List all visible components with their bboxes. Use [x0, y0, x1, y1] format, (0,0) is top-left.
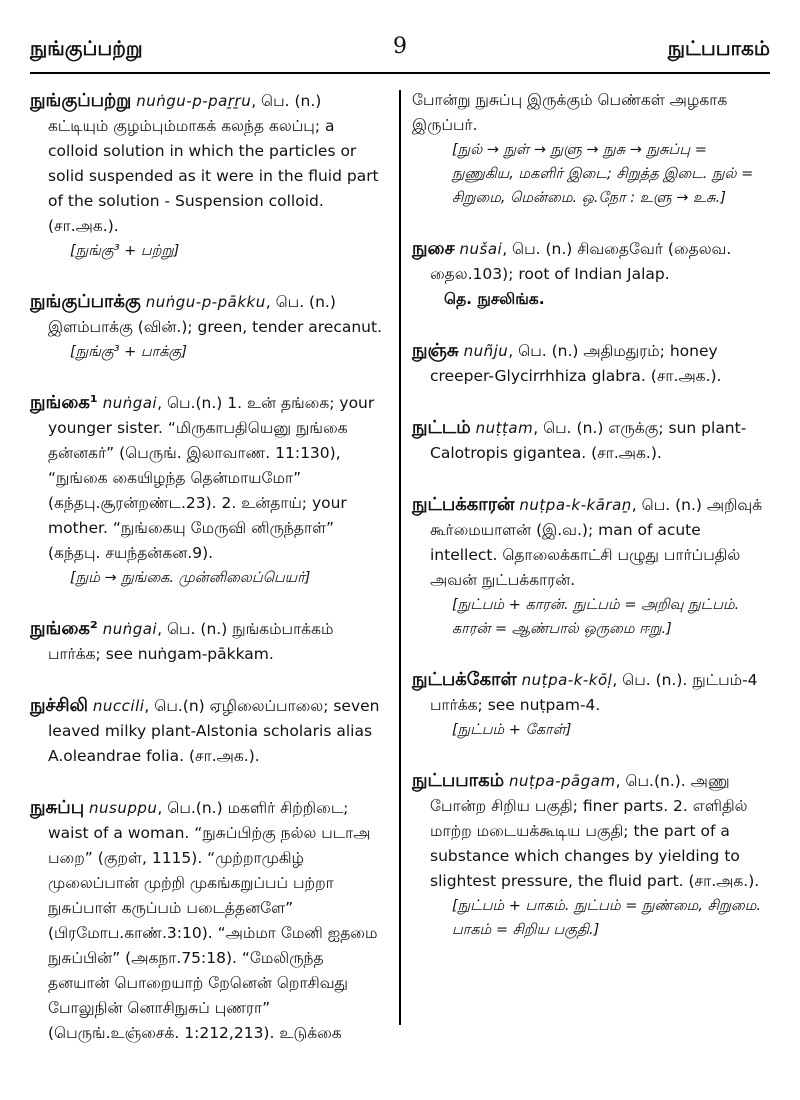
entry-definition: [412, 236, 768, 287]
transliteration: nuṭpa-k-kāraṉ: [519, 496, 632, 514]
dictionary-entry: [30, 88, 386, 263]
transliteration: nuccili: [92, 697, 145, 715]
dictionary-entry: [412, 338, 768, 389]
dictionary-entry: [412, 236, 768, 312]
etymology: [நுட்பம் + கோள்]: [452, 722, 572, 738]
definition-text: , பெ.(n.) 1. உன் தங்கை; your younger sister. “மிருகாபதியெனு நுங்கை தன்னகர்” (பெருங். இலாவாண. 11:130), “நுங்கை கையிழந்த தென்மாயமோ” (கந்தபு.சூரன்றண்ட.23). 2. உன்தாய்; your mother. “நுங்கையு மேருவி னிருந்தாள்” (கந்தபு. சயந்தன்கன.9).: [48, 394, 375, 562]
headword: நுஞ்சு: [412, 340, 459, 361]
dictionary-entry: [412, 768, 768, 942]
entry-definition: [30, 693, 386, 769]
headword: நுங்குப்பற்று: [30, 90, 132, 111]
entry-definition: [412, 415, 768, 466]
page-number: 9: [393, 34, 407, 59]
header-rule: [30, 72, 770, 74]
right-column: [412, 88, 768, 968]
etymology: [நுங்கு³ + பாக்கு]: [70, 344, 187, 360]
definition-text: , பெ. (n.) நுங்கம்பாக்கம் பார்க்க; see nuṅgam-pākkam.: [48, 620, 334, 663]
headword: நுட்பபாகம்: [412, 770, 505, 791]
transliteration: nuṅgai: [102, 394, 158, 412]
transliteration: nuñju: [463, 342, 509, 360]
definition-text: , பெ. (n.) அதிமதுரம்; honey creeper-Glycirrhhiza glabra. (சா.அக.).: [430, 342, 722, 385]
entry-definition: [412, 338, 768, 389]
entry-continuation: போன்று நுசுப்பு இருக்கும் பெண்கள் அழகாக இருப்பர்.: [412, 91, 728, 134]
transliteration: nusuppu: [89, 799, 158, 817]
definition-text: , பெ. (n.) அறிவுக் கூர்மையாளன் (இ.வ.); man of acute intellect. தொலைக்காட்சி பழுது பார்ப்பதில் அவன் நுட்பக்காரன்.: [430, 496, 763, 589]
transliteration: nuṭpa-k-kōḷ: [521, 671, 613, 689]
definition-text: , பெ. (n.). நுட்பம்-4 பார்க்க; see nuṭpam-4.: [430, 671, 758, 714]
dictionary-entry: [412, 667, 768, 742]
definition-text: , பெ. (n.) கட்டியும் குழம்பும்மாகக் கலந்த கலப்பு; a colloid solution in which the particles or solid suspended as it were in the fluid part of the solution - Suspension colloid. (சா.அக.).: [48, 92, 379, 235]
left-column: [30, 88, 386, 1072]
etymology: [நும் → நுங்கை. முன்னிலைப்பெயர்]: [70, 570, 311, 586]
dictionary-entry: [30, 795, 386, 1046]
page-header: [30, 36, 770, 70]
entry-definition: [412, 667, 768, 718]
entry-definition: [30, 616, 386, 667]
dictionary-entry: [30, 616, 386, 667]
dictionary-entry: [412, 415, 768, 466]
headword: நுட்பக்காரன்: [412, 494, 515, 515]
etymology: [நுட்பம் + காரன். நுட்பம் = அறிவு நுட்பம். காரன் = ஆண்பால் ஒருமை ஈறு.]: [452, 597, 740, 637]
entry-definition: [412, 492, 768, 593]
definition-text: , பெ.(n.) மகளிர் சிற்றிடை; waist of a woman. “நுசுப்பிற்கு நல்ல படாஅ பறை” (குறள், 1115). “முற்றாமுகிழ் முலைப்பான் முற்றி முகங்கறுப்பப் பற்றா நுசுப்பாள் கருப்பம் படைத்தனளே” (பிரமோப.காண்.3:10). “அம்மா மேனி ஐதமை நுசுப்பின்” (அகநா.75:18). “மேலிருந்த தனயான் பொறையாற் றேனென் றொசிவது போலுநின் னொசிநுசுப் புணரா” (பெருங்.உஞ்சைக். 1:212,213). உடுக்கை: [48, 799, 378, 1042]
transliteration: nuṭṭam: [475, 419, 534, 437]
dictionary-entry: [30, 289, 386, 364]
column-divider: [399, 90, 401, 1025]
definition-text: , பெ.(n.). அணு போன்ற சிறிய பகுதி; finer parts. 2. எளிதில் மாற்ற மடையக்கூடிய பகுதி; the part of a substance which changes by yielding to slightest pressure, the fluid part. (சா.அக.).: [430, 772, 760, 890]
headword: நுசை: [412, 238, 455, 259]
definition-text: , பெ. (n.) சிவதைவேர் (தைலவ. தைல.103); root of Indian Jalap.: [430, 240, 732, 283]
entry-definition: [30, 88, 386, 239]
etymology: [நுட்பம் + பாகம். நுட்பம் = நுண்மை, சிறுமை. பாகம் = சிறிய பகுதி.]: [452, 898, 762, 938]
entry-definition: [30, 390, 386, 566]
etymology: [நுல் → நுள் → நுளு → நுசு → நுசுப்பு = நுணுகிய, மகளிர் இடை; சிறுத்த இடை. நுல் = சிறுமை, மென்மை. ஒ.நோ : உளு → உசு.]: [452, 142, 754, 206]
headword: நுச்சிலி: [30, 695, 88, 716]
dictionary-entry: [412, 492, 768, 641]
dictionary-entry: [30, 390, 386, 590]
headword: நுட்பக்கோள்: [412, 669, 517, 690]
dictionary-entry: [412, 88, 768, 210]
headword: நுங்குப்பாக்கு: [30, 291, 141, 312]
headword: நுங்கை²: [30, 618, 98, 639]
transliteration: nuṅgu-p-paṟṟu: [136, 92, 252, 110]
cognate-note: தெ. நுசலிங்க.: [444, 290, 545, 308]
transliteration: nuṅgu-p-pākku: [145, 293, 266, 311]
headword: நுசுப்பு: [30, 797, 85, 818]
guide-word-left: நுங்குப்பற்று: [30, 36, 143, 60]
dictionary-entry: [30, 693, 386, 769]
guide-word-right: நுட்பபாகம்: [667, 36, 770, 60]
entry-definition: [30, 289, 386, 340]
definition-text: , பெ.(n) ஏழிலைப்பாலை; seven leaved milky plant-Alstonia scholaris alias A.oleandrae folia. (சா.அக.).: [48, 697, 380, 765]
headword: நுட்டம்: [412, 417, 471, 438]
headword: நுங்கை¹: [30, 392, 98, 413]
definition-text: , பெ. (n.) எருக்கு; sun plant-Calotropis gigantea. (சா.அக.).: [430, 419, 747, 462]
transliteration: nuṅgai: [102, 620, 158, 638]
transliteration: nuṭpa-pāgam: [509, 772, 616, 790]
etymology: [நுங்கு³ + பற்று]: [70, 243, 180, 259]
definition-text: , பெ. (n.) இளம்பாக்கு (வின்.); green, tender arecanut.: [48, 293, 382, 336]
entry-definition: [412, 768, 768, 894]
transliteration: nušai: [459, 240, 503, 258]
entry-definition: [30, 795, 386, 1046]
